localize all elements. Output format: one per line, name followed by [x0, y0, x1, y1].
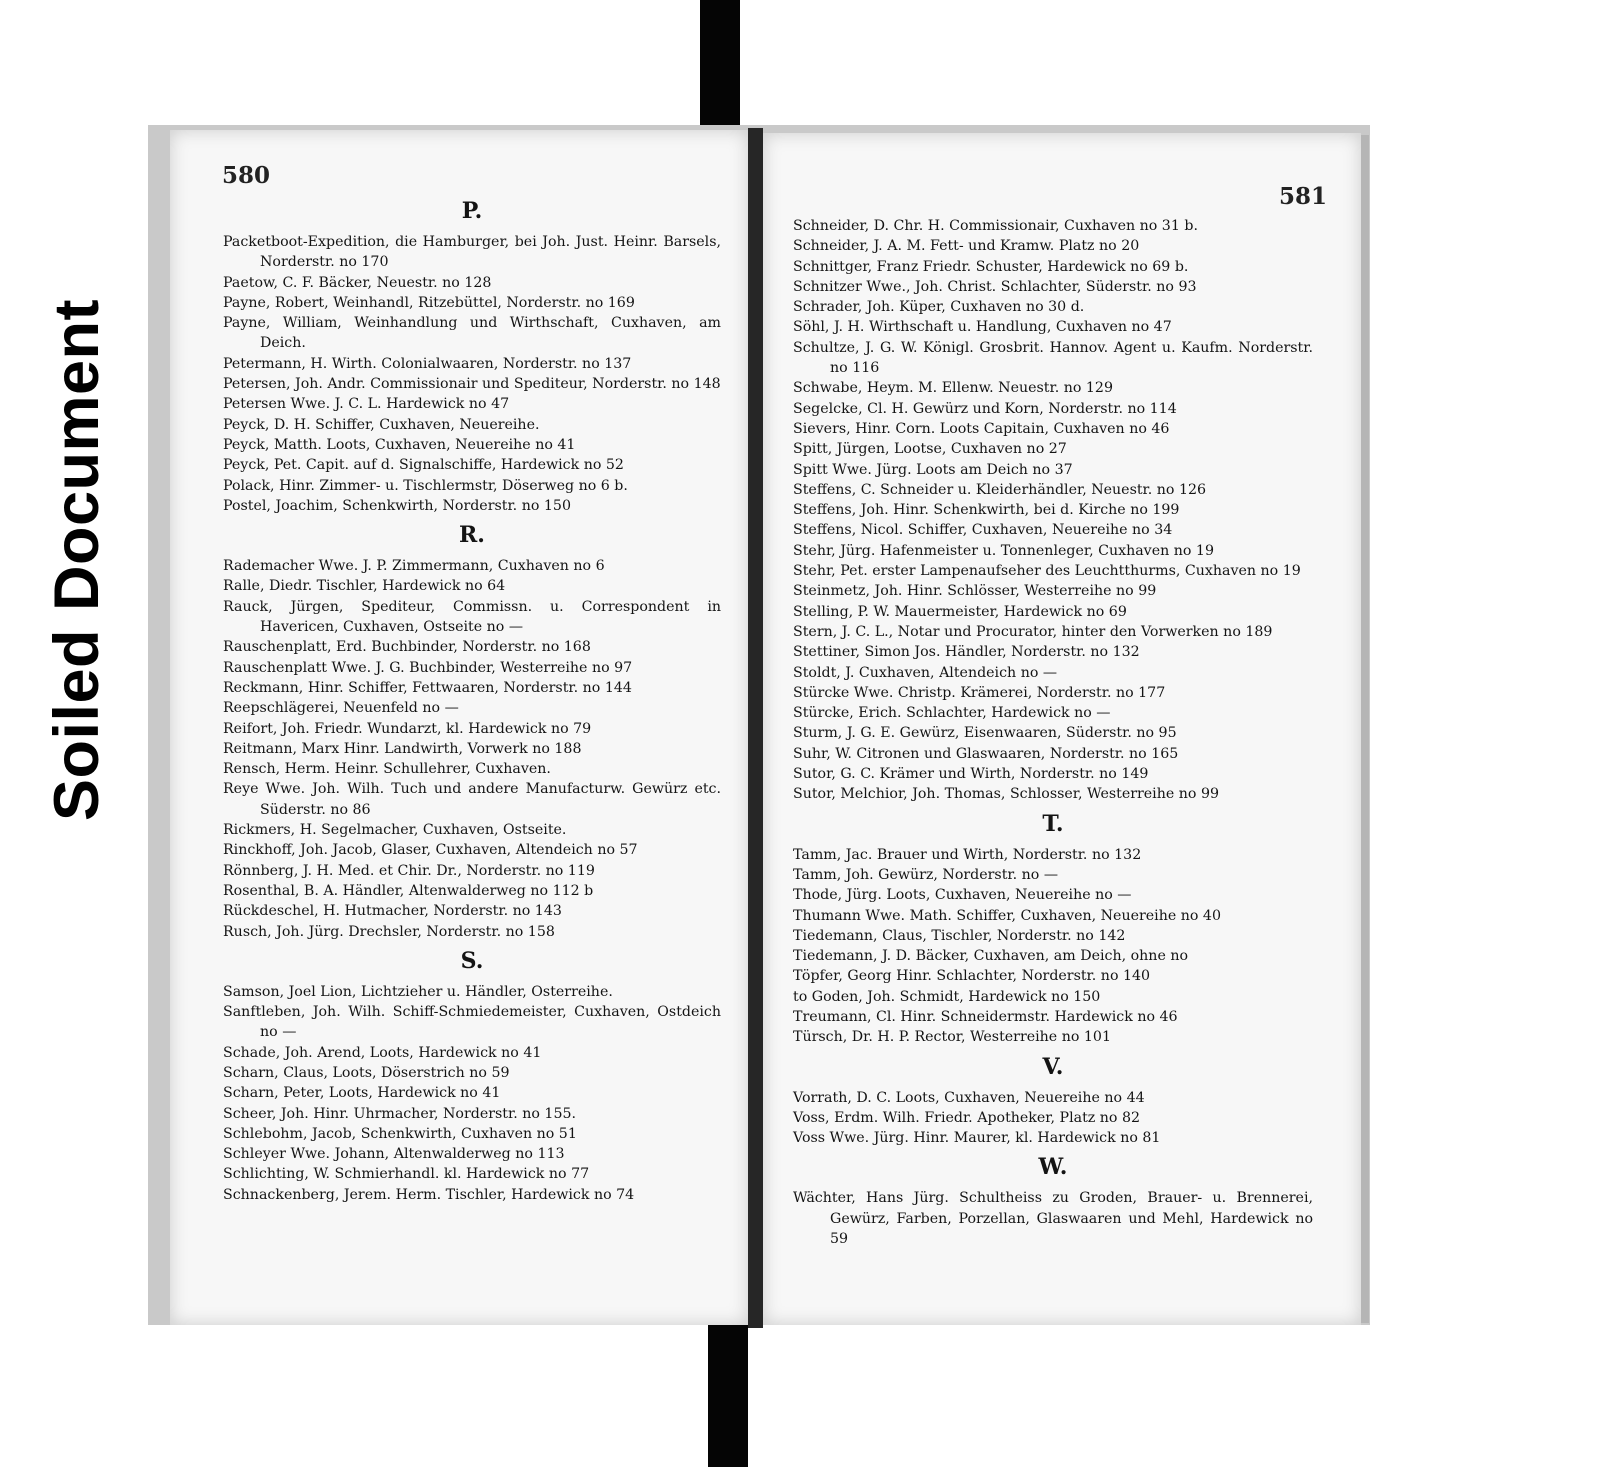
directory-entry: Scheer, Joh. Hinr. Uhrmacher, Norderstr. no 155. — [223, 1105, 577, 1122]
directory-entry: Peyck, Matth. Loots, Cuxhaven, Neuereihe no 41 — [223, 436, 576, 453]
binding-strap-top — [700, 0, 740, 140]
directory-entry: Schlebohm, Jacob, Schenkwirth, Cuxhaven no 51 — [223, 1125, 577, 1142]
directory-entry: Stehr, Jürg. Hafenmeister u. Tonnenleger, Cuxhaven no 19 — [793, 542, 1214, 559]
directory-entry: Reckmann, Hinr. Schiffer, Fettwaaren, Norderstr. no 144 — [223, 679, 632, 696]
directory-entry: Scharn, Claus, Loots, Döserstrich no 59 — [223, 1064, 510, 1081]
directory-entry: Sutor, G. C. Krämer und Wirth, Norderstr. no 149 — [793, 766, 1149, 783]
directory-entry: Steinmetz, Joh. Hinr. Schlösser, Westerreihe no 99 — [793, 583, 1157, 600]
page-number: 580 — [222, 162, 271, 189]
directory-entry: Stürcke Wwe. Christp. Krämerei, Norderstr. no 177 — [793, 684, 1166, 701]
directory-entry: Rückdeschel, H. Hutmacher, Norderstr. no 143 — [223, 903, 562, 920]
directory-entry: Peyck, Pet. Capit. auf d. Signalschiffe, Hardewick no 52 — [223, 457, 624, 474]
directory-entry: Stehr, Pet. erster Lampenaufseher des Leuchtthurms, Cuxhaven no 19 — [793, 563, 1301, 580]
directory-entry: Schleyer Wwe. Johann, Altenwalderweg no 113 — [223, 1146, 565, 1163]
directory-entry: Schnackenberg, Jerem. Herm. Tischler, Hardewick no 74 — [223, 1186, 635, 1203]
directory-entry: Wächter, Hans Jürg. Schultheiss zu Groden, Brauer- u. Brennerei, Gewürz, Farben, Porzellan, Glaswaaren und Mehl, Hardewick no 59 — [793, 1190, 1313, 1248]
directory-entry: Petersen Wwe. J. C. L. Hardewick no 47 — [223, 396, 510, 413]
directory-entry: Spitt, Jürgen, Lootse, Cuxhaven no 27 — [793, 441, 1067, 458]
directory-entry: Rinckhoff, Joh. Jacob, Glaser, Cuxhaven, Altendeich no 57 — [223, 842, 638, 859]
right-page — [763, 133, 1361, 1325]
directory-entry: Schrader, Joh. Küper, Cuxhaven no 30 d. — [793, 299, 1085, 316]
directory-entry: Stelling, P. W. Mauermeister, Hardewick no 69 — [793, 603, 1127, 620]
directory-entry: Ralle, Diedr. Tischler, Hardewick no 64 — [223, 578, 506, 595]
directory-entry: Rensch, Herm. Heinr. Schullehrer, Cuxhaven. — [223, 761, 551, 778]
directory-entry: Schwabe, Heym. M. Ellenw. Neuestr. no 129 — [793, 380, 1113, 397]
directory-entry: Steffens, Joh. Hinr. Schenkwirth, bei d. Kirche no 199 — [793, 502, 1180, 519]
directory-entry: Rauschenplatt, Erd. Buchbinder, Norderstr. no 168 — [223, 639, 591, 656]
directory-entry: Schultze, J. G. W. Königl. Grosbrit. Hannov. Agent u. Kaufm. Norderstr. no 116 — [793, 339, 1313, 377]
directory-entry: Peyck, D. H. Schiffer, Cuxhaven, Neuereihe. — [223, 416, 540, 433]
directory-entry: Sanftleben, Joh. Wilh. Schiff-Schmiedemeister, Cuxhaven, Ostdeich no — — [223, 1004, 721, 1041]
section-letter: V. — [1042, 1053, 1064, 1080]
directory-entry: Schneider, J. A. M. Fett- und Kramw. Platz no 20 — [793, 238, 1140, 255]
section-letter: R. — [459, 522, 485, 549]
directory-entry: Rickmers, H. Segelmacher, Cuxhaven, Ostseite. — [223, 822, 567, 839]
left-page — [170, 130, 748, 1325]
directory-entry: Thumann Wwe. Math. Schiffer, Cuxhaven, Neuereihe no 40 — [793, 907, 1221, 924]
directory-entry: Segelcke, Cl. H. Gewürz und Korn, Norderstr. no 114 — [793, 400, 1177, 417]
directory-entry: Schade, Joh. Arend, Loots, Hardewick no 41 — [223, 1044, 542, 1061]
directory-entry: Stoldt, J. Cuxhaven, Altendeich no — — [793, 664, 1058, 681]
directory-entry: Stern, J. C. L., Notar und Procurator, hinter den Vorwerken no 189 — [793, 623, 1273, 640]
section-letter: T. — [1042, 810, 1064, 837]
directory-entry: Payne, William, Weinhandlung und Wirthschaft, Cuxhaven, am Deich. — [223, 315, 721, 352]
directory-entry: Reye Wwe. Joh. Wilh. Tuch und andere Manufacturw. Gewürz etc. Süderstr. no 86 — [223, 781, 721, 818]
directory-entry: Vorrath, D. C. Loots, Cuxhaven, Neuereihe no 44 — [793, 1089, 1145, 1106]
book-gutter — [748, 128, 763, 1328]
directory-entry: Rauck, Jürgen, Spediteur, Commissn. u. Correspondent in Havericen, Cuxhaven, Ostseite no — — [223, 598, 721, 636]
directory-entry: Voss, Erdm. Wilh. Friedr. Apotheker, Platz no 82 — [793, 1109, 1141, 1126]
section-letter: W. — [1038, 1154, 1068, 1181]
directory-entry: Payne, Robert, Weinhandl, Ritzebüttel, Norderstr. no 169 — [223, 294, 635, 311]
page-edge — [1361, 135, 1369, 1323]
directory-entry: Reitmann, Marx Hinr. Landwirth, Vorwerk no 188 — [223, 740, 582, 757]
directory-entry: Sievers, Hinr. Corn. Loots Capitain, Cuxhaven no 46 — [793, 420, 1170, 437]
directory-entry: Suhr, W. Citronen und Glaswaaren, Norderstr. no 165 — [793, 745, 1179, 762]
soiled-document-label — [22, 298, 132, 822]
directory-entry: Spitt Wwe. Jürg. Loots am Deich no 37 — [793, 461, 1073, 478]
directory-entry: Schlichting, W. Schmierhandl. kl. Hardewick no 77 — [223, 1166, 590, 1183]
section-letter: P. — [461, 198, 483, 224]
directory-entry: Stürcke, Erich. Schlachter, Hardewick no — — [793, 705, 1111, 722]
directory-entry: Scharn, Peter, Loots, Hardewick no 41 — [223, 1085, 501, 1102]
directory-entry: Sutor, Melchior, Joh. Thomas, Schlosser, Westerreihe no 99 — [793, 786, 1220, 803]
directory-entry: Steffens, C. Schneider u. Kleiderhändler, Neuestr. no 126 — [793, 481, 1207, 498]
directory-entry: Tiedemann, J. D. Bäcker, Cuxhaven, am Deich, ohne no — [793, 948, 1189, 965]
directory-entry: Rosenthal, B. A. Händler, Altenwalderweg no 112 b — [223, 882, 594, 899]
directory-entry: Schneider, D. Chr. H. Commissionair, Cuxhaven no 31 b. — [793, 218, 1198, 234]
label-text: Soiled Document — [42, 298, 112, 822]
page-number: 581 — [1278, 183, 1327, 210]
directory-entry: Sturm, J. G. E. Gewürz, Eisenwaaren, Süderstr. no 95 — [793, 725, 1177, 742]
directory-entry: Rauschenplatt Wwe. J. G. Buchbinder, Westerreihe no 97 — [223, 659, 633, 676]
directory-column — [793, 216, 1313, 1249]
directory-entry: Paetow, C. F. Bäcker, Neuestr. no 128 — [223, 274, 492, 291]
directory-entry: Türsch, Dr. H. P. Rector, Westerreihe no 101 — [793, 1029, 1111, 1046]
directory-entry: to Goden, Joh. Schmidt, Hardewick no 150 — [793, 988, 1101, 1005]
section-letter: S. — [460, 947, 484, 974]
directory-entry: Samson, Joel Lion, Lichtzieher u. Händler, Osterreihe. — [223, 983, 613, 1000]
directory-entry: Postel, Joachim, Schenkwirth, Norderstr. no 150 — [223, 497, 571, 514]
directory-entry: Schnittger, Franz Friedr. Schuster, Hardewick no 69 b. — [793, 258, 1189, 275]
directory-entry: Söhl, J. H. Wirthschaft u. Handlung, Cuxhaven no 47 — [793, 319, 1172, 336]
directory-entry: Stettiner, Simon Jos. Händler, Norderstr. no 132 — [793, 644, 1140, 661]
directory-entry: Packetboot-Expedition, die Hamburger, bei Joh. Just. Heinr. Barsels, Norderstr. no 170 — [223, 234, 721, 271]
directory-entry: Steffens, Nicol. Schiffer, Cuxhaven, Neuereihe no 34 — [793, 522, 1173, 539]
directory-entry: Voss Wwe. Jürg. Hinr. Maurer, kl. Hardewick no 81 — [793, 1130, 1161, 1147]
binding-strap-bottom — [708, 1312, 748, 1467]
directory-entry: Thode, Jürg. Loots, Cuxhaven, Neuereihe no — — [793, 887, 1132, 904]
directory-entry: Rönnberg, J. H. Med. et Chir. Dr., Norderstr. no 119 — [223, 862, 595, 879]
directory-entry: Polack, Hinr. Zimmer- u. Tischlermstr, Döserweg no 6 b. — [223, 477, 628, 494]
directory-entry: Petersen, Joh. Andr. Commissionair und Spediteur, Norderstr. no 148 — [223, 376, 721, 393]
directory-entry: Töpfer, Georg Hinr. Schlachter, Norderstr. no 140 — [793, 968, 1151, 985]
directory-entry: Rademacher Wwe. J. P. Zimmermann, Cuxhaven no 6 — [223, 558, 605, 575]
directory-entry: Reepschlägerei, Neuenfeld no — — [223, 700, 459, 717]
directory-entry: Treumann, Cl. Hinr. Schneidermstr. Hardewick no 46 — [793, 1008, 1178, 1025]
directory-entry: Schnitzer Wwe., Joh. Christ. Schlachter, Süderstr. no 93 — [793, 278, 1197, 295]
directory-entry: Tamm, Joh. Gewürz, Norderstr. no — — [793, 866, 1059, 883]
directory-entry: Rusch, Joh. Jürg. Drechsler, Norderstr. no 158 — [223, 923, 555, 940]
directory-entry: Tiedemann, Claus, Tischler, Norderstr. no 142 — [793, 927, 1126, 944]
directory-entry: Tamm, Jac. Brauer und Wirth, Norderstr. no 132 — [793, 846, 1142, 863]
directory-column — [223, 192, 721, 1205]
directory-entry: Reifort, Joh. Friedr. Wundarzt, kl. Hardewick no 79 — [223, 720, 592, 737]
directory-entry: Petermann, H. Wirth. Colonialwaaren, Norderstr. no 137 — [223, 355, 632, 372]
